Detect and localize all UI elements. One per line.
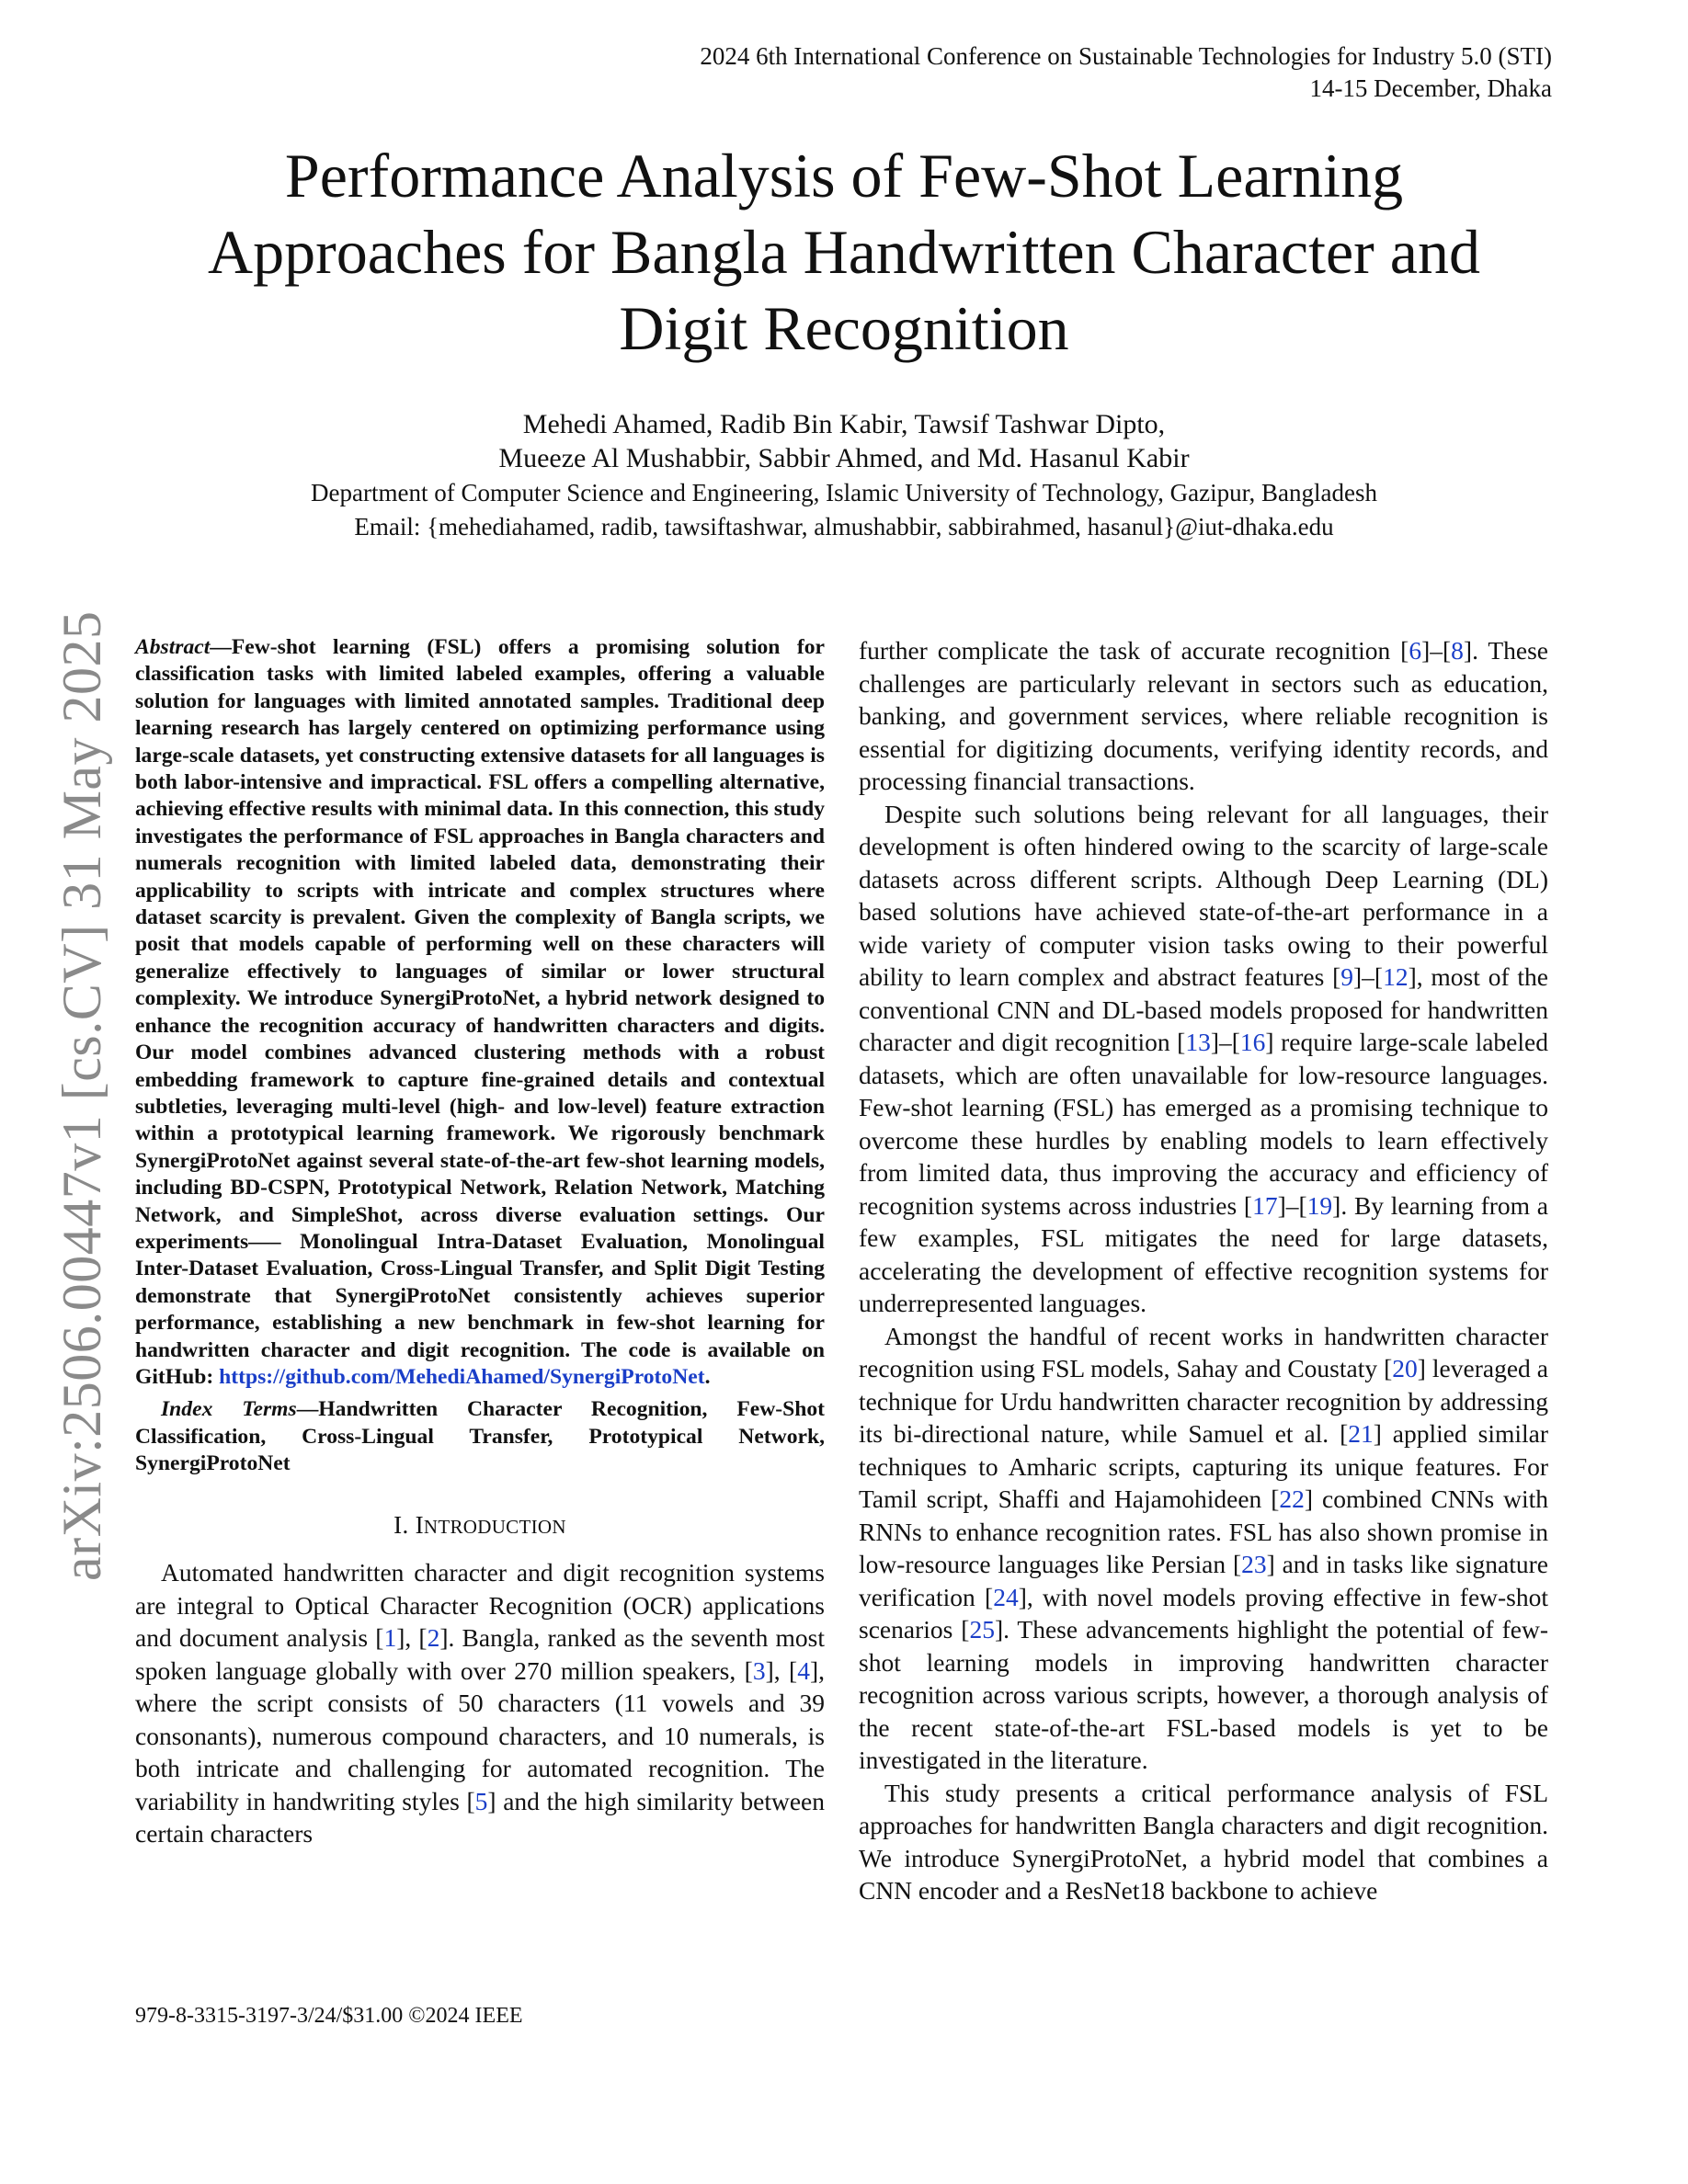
section-heading-introduction: I. INTRODUCTION [393, 1510, 566, 1539]
intro-paragraph-1: Automated handwritten character and digit recognition systems are integral to Optical Character Recognition (OCR) applications and document analysis [1], [2]. Bangla, ranked as the seventh most spoken language globally with over 270 million speakers, [3], [4], where the script consists of 50 characters (11 vowels and 39 consonants), numerous compound characters, and 10 numerals, is both intricate and challenging for automated recognition. The variability in handwriting styles [5] and the high similarity between certain characters [135, 1558, 825, 1848]
citation-link[interactable]: 12 [1383, 962, 1409, 991]
citation-link[interactable]: 25 [969, 1615, 995, 1644]
conference-header [700, 40, 1552, 105]
title-line-1: Performance Analysis of Few-Shot Learning [284, 141, 1404, 210]
intro-paragraph-1-continued: further complicate the task of accurate recognition [6]–[8]. These challenges are particularly relevant in sectors such as education, banking, and government services, where reliable recognition is essential for digitizing documents, verifying identity records, and processing financial transactions. [859, 636, 1548, 795]
right-column [859, 634, 1548, 1907]
citation-link[interactable]: 17 [1252, 1190, 1278, 1220]
conference-date: 14-15 December, Dhaka [1309, 74, 1552, 102]
index-terms [135, 1396, 825, 1477]
authors-line-1: Mehedi Ahamed, Radib Bin Kabir, Tawsif Tashwar Dipto, [522, 409, 1166, 439]
intro-paragraph-4: This study presents a critical performance analysis of FSL approaches for handwritten Bangla characters and digit recognition. We introduce SynergiProtoNet, a hybrid model that combines a CNN encoder and a ResNet18 backbone to achieve [859, 1778, 1548, 1905]
citation-link[interactable]: 9 [1340, 962, 1354, 991]
citation-link[interactable]: 3 [752, 1655, 766, 1685]
citation-link[interactable]: 8 [1451, 636, 1464, 665]
citation-link[interactable]: 16 [1239, 1028, 1266, 1056]
intro-paragraph-2: Despite such solutions being relevant for all languages, their development is often hindered owing to the scarcity of large-scale datasets across different scripts. Although Deep Learning (DL) based solutions have achieved state-of-the-art performance in a wide variety of computer vision tasks owing to their powerful ability to learn complex and abstract features [9]–[12], most of the conventional CNN and DL-based models proposed for handwritten character and digit recognition [13]–[16] require large-scale labeled datasets, which are often unavailable for low-resource languages. Few-shot learning (FSL) has emerged as a promising technique to overcome these hurdles by enabling models to learn effectively from limited data, thus improving the accuracy and efficiency of recognition systems across industries [17]–[19]. By learning from a few examples, FSL mitigates the need for large datasets, accelerating the development of effective recognition systems for underrepresented languages. [859, 799, 1548, 1317]
citation-link[interactable]: 5 [474, 1786, 488, 1815]
citation-link[interactable]: 21 [1348, 1419, 1374, 1448]
email-line: Email: {mehediahamed, radib, tawsiftashwar, almushabbir, sabbirahmed, hasanul}@iut-dhaka.edu [354, 513, 1334, 540]
citation-link[interactable]: 23 [1241, 1550, 1267, 1578]
index-terms-text: —Handwritten Character Recognition, Few-Shot Classification, Cross-Lingual Transfer, Prototypical Network, SynergiProtoNet [135, 1397, 825, 1476]
citation-link[interactable]: 2 [427, 1623, 440, 1653]
title-line-2: Approaches for Bangla Handwritten Character and [207, 217, 1480, 287]
citation-link[interactable]: 13 [1185, 1028, 1211, 1056]
abstract: Abstract—Few-shot learning (FSL) offers a promising solution for classification tasks with limited labeled examples, offering a valuable solution for languages with limited annotated samples. Traditional deep learning research has largely centered on optimizing performance using large-scale datasets, yet constructing extensive datasets for all languages is both labor-intensive and impractical. FSL offers a compelling alternative, achieving effective results with minimal data. In this connection, this study investigates the performance of FSL approaches in Bangla characters and numerals recognition with limited labeled data, demonstrating their applicability to scripts with intricate and complex structures where dataset scarcity is prevalent. Given the complexity of Bangla scripts, we posit that models capable of performing well on these characters will generalize effectively to languages of similar or lower structural complexity. We introduce SynergiProtoNet, a hybrid network designed to enhance the recognition accuracy of handwritten characters and digits. Our model combines advanced clustering methods with a robust embedding framework to capture fine-grained details and contextual subtleties, leveraging multi-level (high- and low-level) feature extraction within a prototypical learning framework. We rigorously benchmark SynergiProtoNet against several state-of-the-art few-shot learning models, including BD-CSPN, Prototypical Network, Relation Network, Matching Network, and SimpleShot, across diverse evaluation settings. Our experiments—– Monolingual Intra-Dataset Evaluation, Monolingual Inter-Dataset Evaluation, Cross-Lingual Transfer, and Split Digit Testing demonstrate that SynergiProtoNet consistently achieves superior performance, establishing a new benchmark in few-shot learning for handwritten character and digit recognition. The code is available on GitHub: https://github.com/MehediAhamed/SynergiProtoNet. [135, 635, 825, 1389]
github-link[interactable]: https://github.com/MehediAhamed/SynergiProtoNet [219, 1364, 705, 1389]
citation-link[interactable]: 1 [383, 1623, 397, 1653]
index-terms-label: Index Terms [161, 1397, 297, 1422]
citation-link[interactable]: 20 [1392, 1354, 1418, 1382]
citation-link[interactable]: 24 [993, 1582, 1019, 1611]
authors-line-2: Mueeze Al Mushabbir, Sabbir Ahmed, and Md. Hasanul Kabir [498, 443, 1190, 473]
intro-paragraph-3: Amongst the handful of recent works in handwritten character recognition using FSL models, Sahay and Coustaty [20] leveraged a technique for Urdu handwritten character recognition by addressing its bi-directional nature, while Samuel et al. [21] applied similar techniques to Amharic scripts, capturing its unique features. For Tamil script, Shaffi and Hajamohideen [22] combined CNNs with RNNs to enhance recognition rates. FSL has also shown promise in low-resource languages like Persian [23] and in tasks like signature verification [24], with novel models proving effective in few-shot scenarios [25]. These advancements highlight the potential of few-shot learning models in improving handwritten character recognition across various scripts, however, a thorough analysis of the recent state-of-the-art FSL-based models is yet to be investigated in the literature. [859, 1321, 1549, 1774]
citation-link[interactable]: 4 [797, 1655, 810, 1685]
paper-title [92, 138, 1596, 367]
department: Department of Computer Science and Engineering, Islamic University of Technology, Gazipur, Bangladesh [311, 479, 1377, 506]
conference-name: 2024 6th International Conference on Sustainable Technologies for Industry 5.0 (STI) [700, 42, 1552, 70]
abstract-text: —Few-shot learning (FSL) offers a promising solution for classification tasks with limited labeled examples, offering a valuable solution for languages with limited annotated samples. Traditional deep learning research has largely centered on optimizing performance using large-scale datasets, yet constructing extensive datasets for all languages is both labor-intensive and impractical. FSL offers a compelling alternative, achieving effective results with minimal data. In this connection, this study investigates the performance of FSL approaches in Bangla characters and numerals recognition with limited labeled data, demonstrating their applicability to scripts with intricate and complex structures where dataset scarcity is prevalent. Given the complexity of Bangla scripts, we posit that models capable of performing well on these characters will generalize effectively to languages of similar or lower structural complexity. We introduce SynergiProtoNet, a hybrid network designed to enhance the recognition accuracy of handwritten characters and digits. Our model combines advanced clustering methods with a robust embedding framework to capture fine-grained details and contextual subtleties, leveraging multi-level (high- and low-level) feature extraction within a prototypical learning framework. We rigorously benchmark SynergiProtoNet against several state-of-the-art few-shot learning models, including BD-CSPN, Prototypical Network, Relation Network, Matching Network, and SimpleShot, across diverse evaluation settings. Our experiments—– Monolingual Intra-Dataset Evaluation, Monolingual Inter-Dataset Evaluation, Cross-Lingual Transfer, and Split Digit Testing demonstrate that SynergiProtoNet consistently achieves superior performance, establishing a new benchmark in few-shot learning for handwritten character and digit recognition. The code is available on GitHub: [135, 635, 825, 1389]
citation-link[interactable]: 6 [1409, 636, 1422, 665]
copyright-footer: 979-8-3315-3197-3/24/$31.00 ©2024 IEEE [135, 2004, 523, 2028]
arxiv-stamp: arXiv:2506.00447v1 [cs.CV] 31 May 2025 [51, 610, 112, 1581]
author-list [92, 407, 1596, 475]
left-column [135, 634, 825, 1850]
citation-link[interactable]: 19 [1306, 1190, 1333, 1220]
affiliation-block [92, 476, 1596, 544]
title-line-3: Digit Recognition [619, 293, 1069, 363]
abstract-label: Abstract [135, 635, 211, 659]
citation-link[interactable]: 22 [1279, 1484, 1305, 1513]
